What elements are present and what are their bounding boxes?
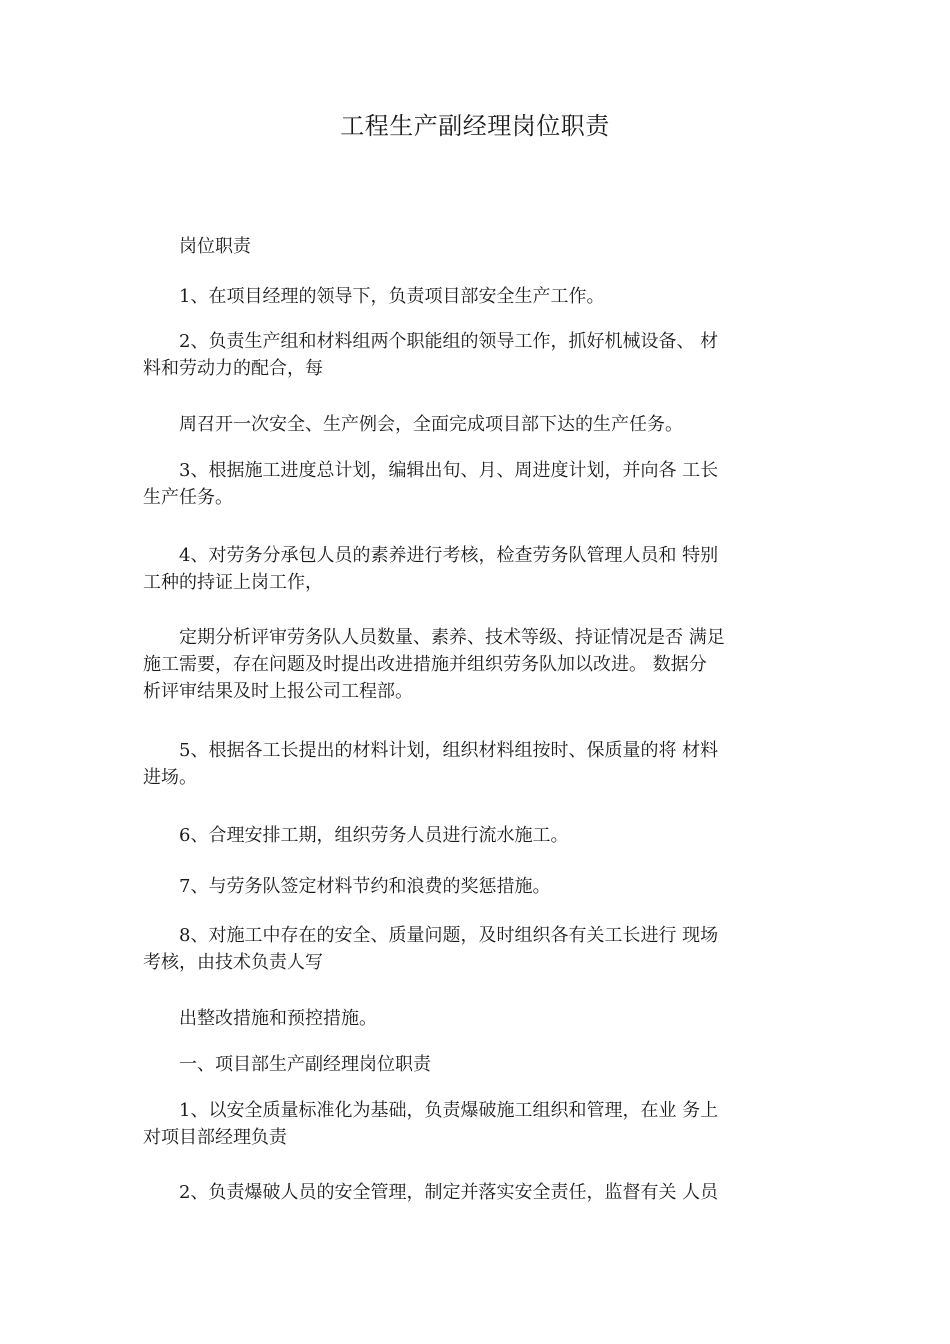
paragraph-line: 1、以安全质量标准化为基础，负责爆破施工组织和管理，在业 务上 [179,1100,719,1121]
paragraph-line: 4、对劳务分承包人员的素养进行考核，检查劳务队管理人员和 特别 [179,545,719,566]
paragraph [143,328,833,382]
paragraph-line: 出整改措施和预控措施。 [179,1008,377,1029]
paragraph-line: 进场。 [143,767,197,788]
paragraph [143,542,833,596]
paragraph [143,1051,833,1078]
paragraph-line: 3、根据施工进度总计划，编辑出旬、月、周进度计划，并向各 工长 [179,460,719,481]
paragraph-line: 7、与劳务队签定材料节约和浪费的奖惩措施。 [179,876,551,897]
paragraph [143,1179,833,1206]
paragraph [143,822,833,849]
paragraph-line: 8、对施工中存在的安全、质量问题，及时组织各有关工长进行 现场 [179,925,719,946]
paragraph [143,283,833,310]
paragraph [143,1005,833,1032]
paragraph [143,873,833,900]
paragraph-line: 1、在项目经理的领导下，负责项目部安全生产工作。 [179,286,605,307]
paragraph-line: 生产任务。 [143,487,233,508]
page-title: 工程生产副经理岗位职责 [340,112,610,140]
paragraph [143,922,833,976]
paragraph-line: 考核，由技术负责人写 [143,952,323,973]
paragraph [143,457,833,511]
paragraph-line: 岗位职责 [179,236,251,257]
paragraph-line: 6、合理安排工期，组织劳务人员进行流水施工。 [179,825,569,846]
paragraph [143,1097,833,1151]
paragraph-line: 料和劳动力的配合，每 [143,358,323,379]
paragraph-line: 5、根据各工长提出的材料计划，组织材料组按时、保质量的将 材料 [179,740,719,761]
paragraph [143,624,833,705]
paragraph-line: 周召开一次安全、生产例会，全面完成项目部下达的生产任务。 [179,414,683,435]
paragraph-line: 析评审结果及时上报公司工程部。 [143,681,413,702]
paragraph-line: 工种的持证上岗工作， [143,572,323,593]
paragraph [143,411,833,438]
paragraph-line: 定期分析评审劳务队人员数量、素养、技术等级、持证情况是否 满足 [179,627,725,648]
paragraph [143,233,833,260]
paragraph [143,737,833,791]
paragraph-line: 2、负责爆破人员的安全管理，制定并落实安全责任，监督有关 人员 [179,1182,719,1203]
paragraph-line: 对项目部经理负责 [143,1127,287,1148]
paragraph-line: 一、项目部生产副经理岗位职责 [179,1054,431,1075]
paragraph-line: 2、负责生产组和材料组两个职能组的领导工作，抓好机械设备、 材 [179,331,719,352]
paragraph-line: 施工需要，存在问题及时提出改进措施并组织劳务队加以改进。 数据分 [143,654,707,675]
